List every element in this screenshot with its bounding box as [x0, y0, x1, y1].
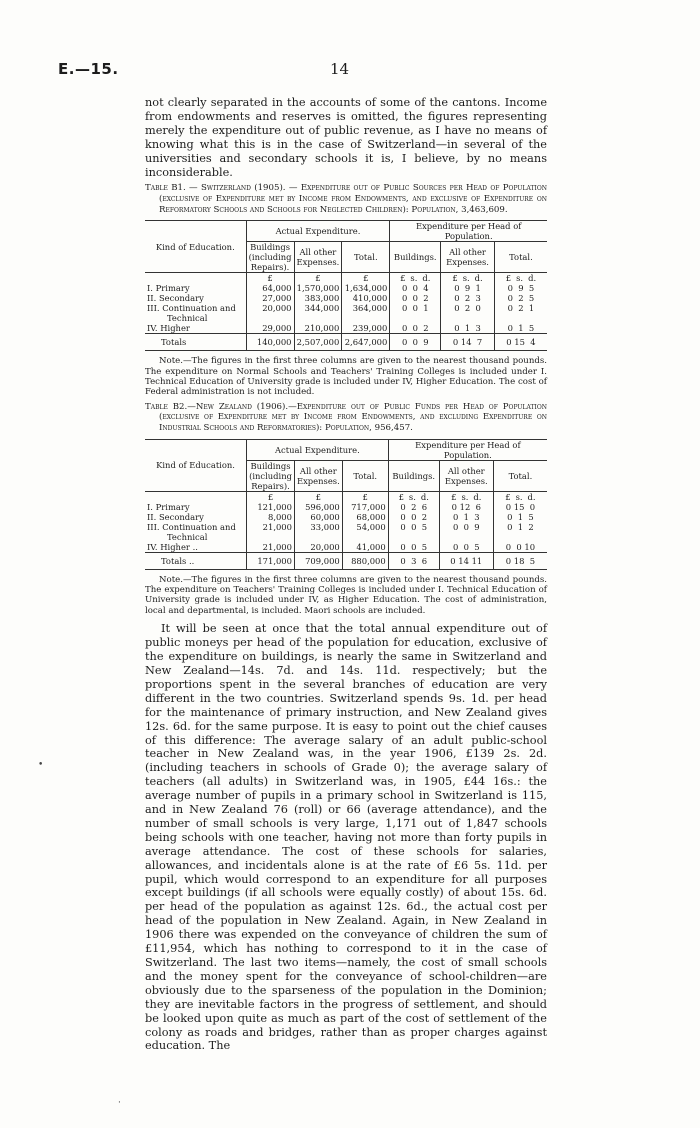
table-row — [145, 522, 547, 532]
row-kind: IV. Higher — [147, 323, 190, 334]
per-head-value: 0 15 0 — [493, 502, 547, 512]
unit-pound-cell: £ — [342, 273, 390, 284]
per-head-value: 0 9 5 — [494, 283, 547, 293]
table-row — [145, 323, 547, 334]
other-expenses-value: 383,000 — [294, 293, 342, 303]
row-kind: II. Secondary — [147, 293, 204, 304]
per-head-value: 0 2 1 — [494, 303, 547, 313]
table-row — [145, 293, 547, 303]
unit-pound-cell: £ — [294, 273, 342, 284]
table-b2-note: Note.—The figures in the first three columns are given to the nearest thousand pounds. The expenditure on Teachers' Training Colleges is included under I. Technical Education of University grade is included under IV, as Higher Education. The cost of administration, local and departmental, is included. Maori schools are included. — [145, 574, 547, 616]
row-kind: III. Continuation and — [147, 303, 236, 314]
actual-expenditure-header: Actual Expenditure. — [246, 221, 390, 242]
totals-row — [145, 552, 547, 569]
row-kind: Technical — [167, 313, 208, 324]
table-b2-caption: Table B2.—New Zealand (1906).—Expenditure out of Public Funds per Head of Population (exclusive of Expenditure met by Income from Endowments, and excluding Expenditure on Industrial Schools and Reformatories): Population, 956,457. — [145, 401, 547, 434]
units-row — [145, 491, 547, 502]
other-expenses-value: 1,570,000 — [294, 283, 342, 293]
other-expenses-value: 210,000 — [294, 323, 342, 334]
unit-label: s. — [515, 491, 523, 502]
table-row — [145, 313, 547, 323]
total-value: 1,634,000 — [342, 283, 390, 293]
buildings-per-head-header: Buildings. — [388, 460, 439, 491]
unit-pound-cell: £ — [294, 491, 342, 502]
other-expenses-value: 596,000 — [294, 502, 342, 512]
total-value: 68,000 — [342, 512, 388, 522]
table-row — [145, 512, 547, 522]
unit-pound-cell: £ — [342, 491, 388, 502]
row-kind: Technical — [167, 531, 208, 542]
totals-row — [145, 334, 547, 351]
unit-label: d. — [473, 491, 482, 502]
other-expenses-value: 60,000 — [294, 512, 342, 522]
unit-label: £ — [505, 491, 511, 502]
table-row — [145, 283, 547, 293]
buildings-value — [247, 532, 295, 542]
other-expenses-value: 33,000 — [294, 522, 342, 532]
table-row — [145, 542, 547, 553]
margin-dot: • — [38, 760, 44, 770]
main-paragraph: It will be seen at once that the total annual expenditure out of public moneys per head of the population for education, exclusive of the expenditure on buildings, is nearly the same in Switzerland and New Zealand—14s. 7d. and 14s. 11d. respectively; but the proportions spent in the several branches of education are very different in the two countries. Switzerland spends 9s. 1d. per head for the maintenance of primary instruction, and New Zealand gives 12s. 6d. for the same purpose. It is easy to point out the chief causes of this difference: The average salary of an adult public-school teacher in New Zealand was, in the year 1906, £139 2s. 2d. (including teachers in schools of Grade 0); the average salary of teachers (all adults) in Switzerland was, in 1905, £44 16s.: the average number of pupils in a primary school in Switzerland is 115, and in New Zealand 76 (roll) or 66 (average attendance), and the number of small schools is very large, 1,171 out of 1,847 schools being schools with one teacher, having not more than forty pupils in average attendance. The cost of these schools for salaries, allowances, and incidentals alone is at the rate of £6 5s. 11d. per pupil, which would correspond to an expenditure for all purposes except buildings (if all schools were equally costly) of about 15s. 6d. per head of the population as against 12s. 6d., the actual cost per head of the population in New Zealand. Again, in New Zealand in 1906 there was expended on the conveyance of children the sum of £11,954, which has nothing to correspond to it in the case of Switzerland. The last two items—namely, the cost of small schools and the money spent for the conveyance of school-children—are obviously due to the sparseness of the population in the Dominion; they are inevitable factors in the progress of settlement, and should be looked upon quite as much as part of the cost of settlement of the colony as roads and bridges, rather than as proper charges against education. The — [145, 622, 547, 1053]
buildings-value: 21,000 — [247, 522, 295, 532]
table-row — [145, 303, 547, 313]
buildings-value: 140,000 — [246, 334, 294, 351]
unit-label: d. — [420, 491, 429, 502]
unit-lsd-cell — [439, 491, 493, 502]
table-row — [145, 532, 547, 542]
total-value: 239,000 — [342, 323, 390, 334]
table-row — [145, 502, 547, 512]
buildings-value: 27,000 — [246, 293, 294, 303]
total-value: 2,647,000 — [342, 334, 390, 351]
other-expenses-value: 2,507,000 — [294, 334, 342, 351]
total-value: 880,000 — [342, 552, 388, 569]
other-expenses-value — [294, 313, 342, 323]
unit-label: £ — [452, 273, 458, 284]
kind-header: Kind of Education. — [145, 439, 247, 491]
unit-label: s. — [408, 491, 416, 502]
total-per-head-header: Total. — [493, 460, 547, 491]
total-value: 41,000 — [342, 542, 388, 553]
per-head-value: 0 0 9 — [390, 334, 441, 351]
total-header: Total. — [342, 460, 388, 491]
other-expenses-value: 709,000 — [294, 552, 342, 569]
page-number: 14 — [330, 60, 350, 78]
row-kind: II. Secondary — [147, 511, 204, 522]
unit-pound-cell: £ — [246, 273, 294, 284]
per-head-value: 0 0 2 — [390, 323, 441, 334]
units-kind-cell — [145, 491, 247, 502]
unit-label: s. — [462, 273, 470, 284]
row-kind: Totals .. — [145, 552, 247, 569]
table-b2 — [145, 439, 547, 570]
per-head-value — [494, 313, 547, 323]
table-b1-caption: Table B1. — Switzerland (1905). — Expenditure out of Public Sources per Head of Population (exclusive of Expenditure met by Income from Endowments, and exclusive of Expenditure on Reformatory Schools and Schools for Neglected Children): Population, 3,463,609. — [145, 183, 547, 215]
buildings-value: 171,000 — [247, 552, 295, 569]
actual-expenditure-header: Actual Expenditure. — [247, 439, 389, 460]
per-head-value: 0 12 6 — [439, 502, 493, 512]
total-value: 717,000 — [342, 502, 388, 512]
other-per-head-header: All other Expenses. — [439, 460, 493, 491]
other-expenses-header: All other Expenses. — [294, 460, 342, 491]
per-head-header: Expenditure per Head of Population. — [390, 221, 547, 242]
buildings-value: 29,000 — [246, 323, 294, 334]
total-value: 54,000 — [342, 522, 388, 532]
per-head-value: 0 1 3 — [439, 512, 493, 522]
unit-label: £ — [505, 273, 512, 284]
table-b1-note: Note.—The figures in the first three columns are given to the nearest thousand pounds. The expenditure on Normal Schools and Teachers' Training Colleges is included under I. Technical Education of University grade is included under IV, Higher Education. The cost of Federal administration is not included. — [145, 356, 547, 398]
row-kind: I. Primary — [147, 501, 190, 512]
per-head-value — [439, 532, 493, 542]
per-head-value: 0 2 0 — [441, 303, 495, 313]
other-per-head-header: All other Expenses. — [441, 242, 495, 273]
unit-label: s. — [461, 491, 469, 502]
units-kind-cell — [145, 273, 246, 284]
per-head-value: 0 0 4 — [390, 283, 441, 293]
row-kind: III. Continuation and — [147, 521, 236, 532]
unit-label: s. — [410, 273, 418, 284]
per-head-value: 0 0 5 — [388, 522, 439, 532]
per-head-value: 0 2 6 — [388, 502, 439, 512]
buildings-value: 21,000 — [247, 542, 295, 553]
unit-lsd-cell — [494, 273, 547, 284]
unit-label: d. — [474, 273, 483, 284]
buildings-header: Buildings (including Repairs). — [247, 460, 295, 491]
per-head-value: 0 18 5 — [493, 552, 547, 569]
margin-dot: · — [118, 1098, 121, 1108]
buildings-header: Buildings (including Repairs). — [246, 242, 294, 273]
per-head-value: 0 9 1 — [441, 283, 495, 293]
page-body — [145, 96, 547, 1053]
unit-lsd-cell — [441, 273, 495, 284]
per-head-header: Expenditure per Head of Population. — [388, 439, 547, 460]
per-head-value — [441, 313, 495, 323]
other-expenses-value — [294, 532, 342, 542]
buildings-value: 20,000 — [246, 303, 294, 313]
buildings-value — [246, 313, 294, 323]
total-value: 364,000 — [342, 303, 390, 313]
per-head-value: 0 3 6 — [388, 552, 439, 569]
per-head-value: 0 14 7 — [441, 334, 495, 351]
per-head-value: 0 1 5 — [493, 512, 547, 522]
total-per-head-header: Total. — [494, 242, 547, 273]
per-head-value — [388, 532, 439, 542]
unit-label: d. — [528, 273, 537, 284]
table-b1 — [145, 220, 547, 351]
per-head-value: 0 15 4 — [494, 334, 547, 351]
per-head-value: 0 0 2 — [390, 293, 441, 303]
per-head-value: 0 0 2 — [388, 512, 439, 522]
unit-lsd-cell — [493, 491, 547, 502]
per-head-value: 0 1 2 — [493, 522, 547, 532]
row-kind: Totals — [145, 334, 246, 351]
unit-label: £ — [400, 273, 406, 284]
other-expenses-header: All other Expenses. — [294, 242, 342, 273]
per-head-value — [493, 532, 547, 542]
unit-label: d. — [527, 491, 536, 502]
per-head-value: 0 14 11 — [439, 552, 493, 569]
row-kind: I. Primary — [147, 283, 190, 294]
per-head-value: 0 0 9 — [439, 522, 493, 532]
unit-label: £ — [398, 491, 404, 502]
total-value — [342, 532, 388, 542]
per-head-value: 0 1 5 — [494, 323, 547, 334]
total-value — [342, 313, 390, 323]
unit-pound-cell: £ — [247, 491, 295, 502]
per-head-value: 0 1 3 — [441, 323, 495, 334]
per-head-value: 0 2 3 — [441, 293, 495, 303]
unit-label: £ — [451, 491, 457, 502]
per-head-value — [390, 313, 441, 323]
total-header: Total. — [342, 242, 390, 273]
units-row — [145, 273, 547, 284]
per-head-value: 0 0 5 — [388, 542, 439, 553]
per-head-value: 0 2 5 — [494, 293, 547, 303]
unit-label: s. — [516, 273, 524, 284]
total-value: 410,000 — [342, 293, 390, 303]
buildings-per-head-header: Buildings. — [390, 242, 441, 273]
document-reference: E.—15. — [58, 60, 119, 78]
per-head-value: 0 0 5 — [439, 542, 493, 553]
row-kind: IV. Higher .. — [147, 541, 198, 552]
unit-lsd-cell — [390, 273, 441, 284]
unit-lsd-cell — [388, 491, 439, 502]
other-expenses-value: 20,000 — [294, 542, 342, 553]
intro-paragraph: not clearly separated in the accounts of some of the cantons. Income from endowments and reserves is omitted, the figures representing merely the expenditure out of public revenue, as I have no means of knowing what this is in the case of Switzerland—in several of the universities and secondary schools it is, I believe, by no means inconsiderable. — [145, 96, 547, 179]
buildings-value: 8,000 — [247, 512, 295, 522]
buildings-value: 64,000 — [246, 283, 294, 293]
kind-header: Kind of Education. — [145, 221, 246, 273]
buildings-value: 121,000 — [247, 502, 295, 512]
per-head-value: 0 0 10 — [493, 542, 547, 553]
other-expenses-value: 344,000 — [294, 303, 342, 313]
unit-label: d. — [422, 273, 431, 284]
per-head-value: 0 0 1 — [390, 303, 441, 313]
